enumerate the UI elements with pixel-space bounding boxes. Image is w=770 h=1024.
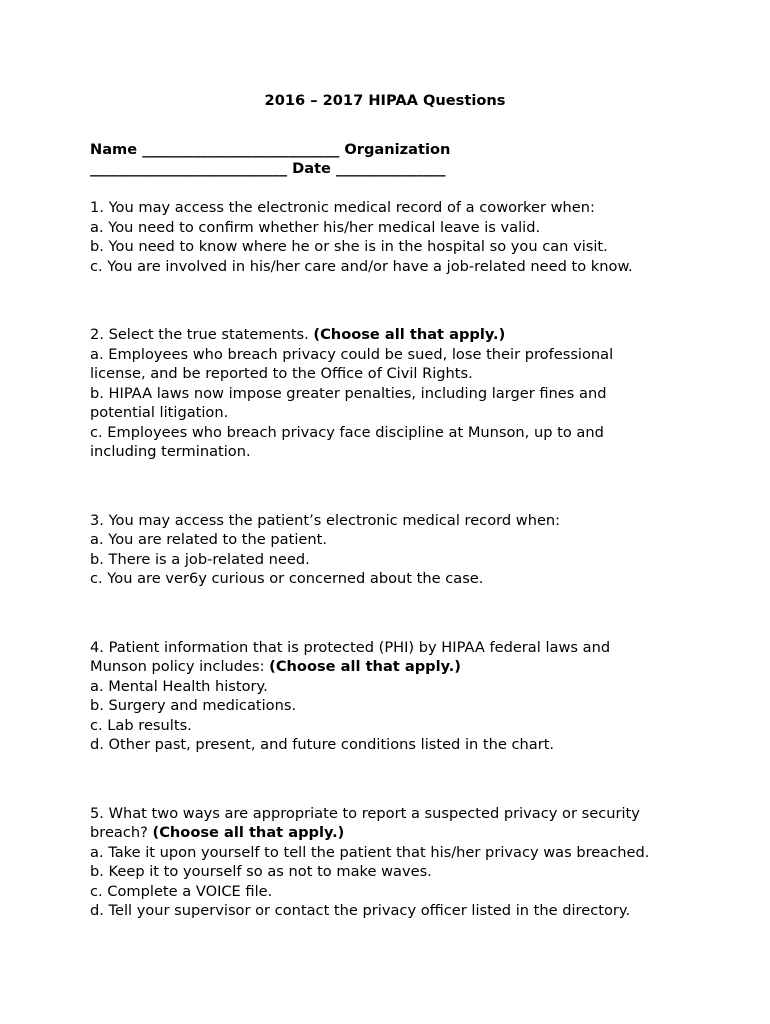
question-2-option-line: a. Employees who breach privacy could be sued, lose their professional [90, 346, 614, 363]
question-1-option-b: b. You need to know where he or she is in the hospital so you can visit. [90, 238, 608, 255]
question-5-option-b: b. Keep it to yourself so as not to make waves. [90, 863, 432, 880]
question-4-option-c: c. Lab results. [90, 717, 192, 734]
question-2-option-line: c. Employees who breach privacy face discipline at Munson, up to and [90, 424, 604, 441]
question-2-stem-line [90, 325, 505, 345]
question-2-option-line: potential litigation. [90, 404, 229, 421]
question-4-stem: 4. Patient information that is protected (PHI) by HIPAA federal laws and [90, 639, 611, 656]
question-1-option-c: c. You are involved in his/her care and/or have a job-related need to know. [90, 258, 633, 275]
question-5-option-d: d. Tell your supervisor or contact the privacy officer listed in the directory. [90, 902, 631, 919]
question-2-stem: 2. Select the true statements. [90, 326, 309, 343]
name-blank: ___________________________ [142, 141, 340, 158]
question-1-option-a: a. You need to confirm whether his/her medical leave is valid. [90, 219, 541, 236]
header-line-2 [90, 159, 446, 179]
question-5-option-a: a. Take it upon yourself to tell the patient that his/her privacy was breached. [90, 844, 650, 861]
header-line-1 [90, 140, 450, 160]
question-4-stem-continued: Munson policy includes: [90, 658, 265, 675]
question-3-option-c: c. You are ver6y curious or concerned about the case. [90, 570, 484, 587]
document-title: 2016 – 2017 HIPAA Questions [264, 92, 506, 109]
question-5-instruction: (Choose all that apply.) [152, 824, 345, 841]
question-4-instruction: (Choose all that apply.) [269, 658, 461, 675]
question-3-option-b: b. There is a job-related need. [90, 551, 310, 568]
question-5-option-c: c. Complete a VOICE file. [90, 883, 273, 900]
question-5-stem-continued: breach? [90, 824, 148, 841]
name-label: Name [90, 141, 138, 158]
question-2-option-line: license, and be reported to the Office of Civil Rights. [90, 365, 473, 382]
question-3-stem: 3. You may access the patient’s electronic medical record when: [90, 512, 561, 529]
question-4-option-d: d. Other past, present, and future conditions listed in the chart. [90, 736, 555, 753]
question-2-option-line: b. HIPAA laws now impose greater penalties, including larger fines and [90, 385, 607, 402]
organization-label: Organization [344, 141, 451, 158]
question-1-stem: 1. You may access the electronic medical record of a coworker when: [90, 199, 595, 216]
organization-blank: ___________________________ [90, 160, 288, 177]
date-label: Date [292, 160, 331, 177]
question-5-stem: 5. What two ways are appropriate to report a suspected privacy or security [90, 805, 640, 822]
question-2-option-line: including termination. [90, 443, 251, 460]
date-blank: _______________ [336, 160, 446, 177]
question-2-instruction: (Choose all that apply.) [313, 326, 506, 343]
question-5-stem-line-2 [90, 823, 344, 843]
question-3-option-a: a. You are related to the patient. [90, 531, 327, 548]
question-4-option-a: a. Mental Health history. [90, 678, 268, 695]
question-4-option-b: b. Surgery and medications. [90, 697, 297, 714]
question-4-stem-line-2 [90, 657, 461, 677]
